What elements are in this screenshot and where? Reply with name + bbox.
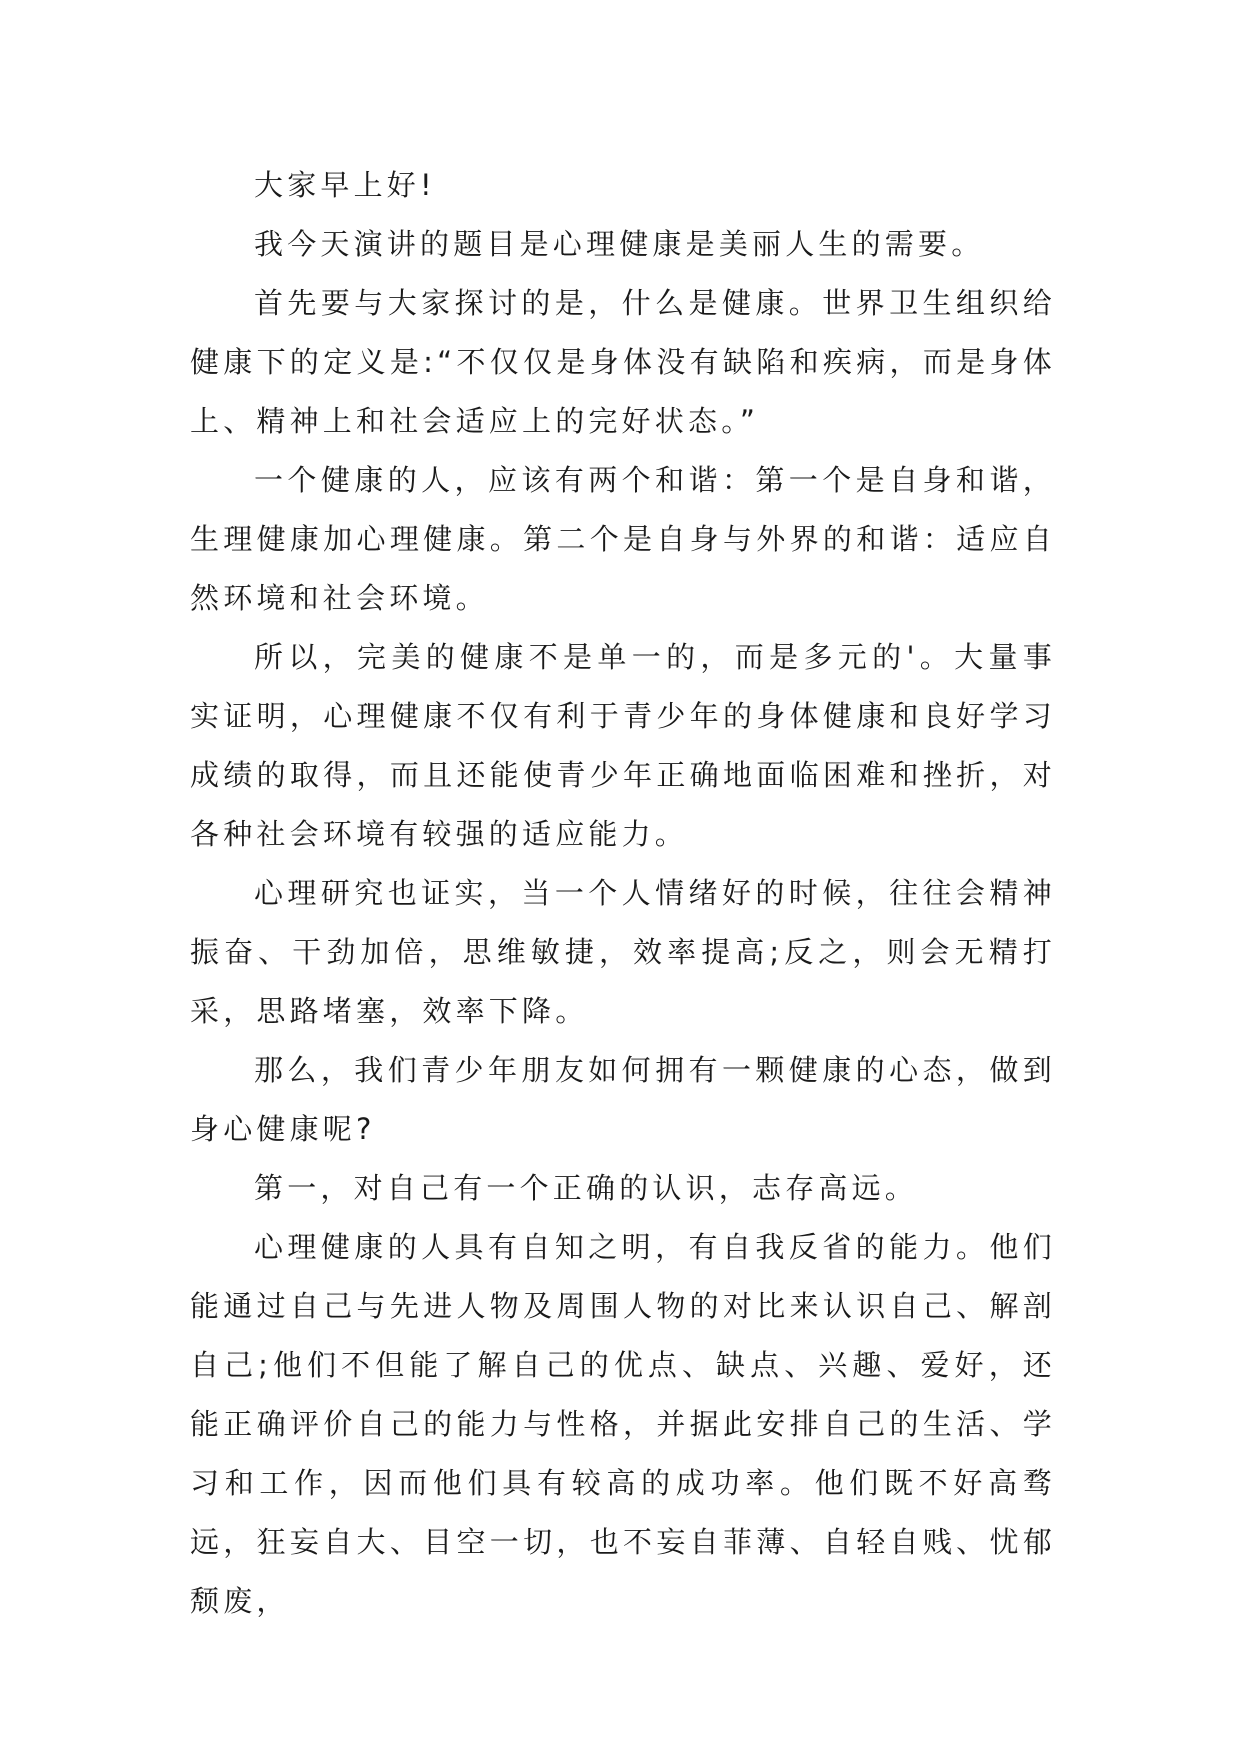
paragraph-psychology-research: 心理研究也证实，当一个人情绪好的时候，往往会精神振奋、干劲加倍，思维敏捷，效率提高;反之，则会无精打采，思路堵塞，效率下降。 [190,876,1056,1028]
paragraph-two-harmonies: 一个健康的人，应该有两个和谐：第一个是自身和谐，生理健康加心理健康。第二个是自身与外界的和谐：适应自然环境和社会环境。 [190,463,1056,615]
paragraph-health-definition: 首先要与大家探讨的是，什么是健康。世界卫生组织给健康下的定义是:“不仅仅是身体没有缺陷和疾病，而是身体上、精神上和社会适应上的完好状态。” [190,286,1056,438]
paragraph-greeting: 大家早上好! [254,168,436,202]
paragraph-topic: 我今天演讲的题目是心理健康是美丽人生的需要。 [254,227,985,261]
paragraph-self-knowledge: 心理健康的人具有自知之明，有自我反省的能力。他们能通过自己与先进人物及周围人物的对比来认识自己、解剖自己;他们不但能了解自己的优点、缺点、兴趣、爱好，还能正确评价自己的能力与性格，并据此安排自己的生活、学习和工作，因而他们具有较高的成功率。他们既不好高骛远，狂妄自大、目空一切，也不妄自菲薄、自轻自贱、忧郁颓废， [190,1230,1056,1618]
paragraph-question: 那么，我们青少年朋友如何拥有一颗健康的心态，做到身心健康呢? [190,1053,1056,1146]
document-page [190,156,1056,1631]
paragraph-first-point: 第一，对自己有一个正确的认识，志存高远。 [254,1171,919,1205]
paragraph-diverse-health: 所以，完美的健康不是单一的，而是多元的'。大量事实证明，心理健康不仅有利于青少年的身体健康和良好学习成绩的取得，而且还能使青少年正确地面临困难和挫折，对各种社会环境有较强的适应能力。 [190,640,1056,851]
